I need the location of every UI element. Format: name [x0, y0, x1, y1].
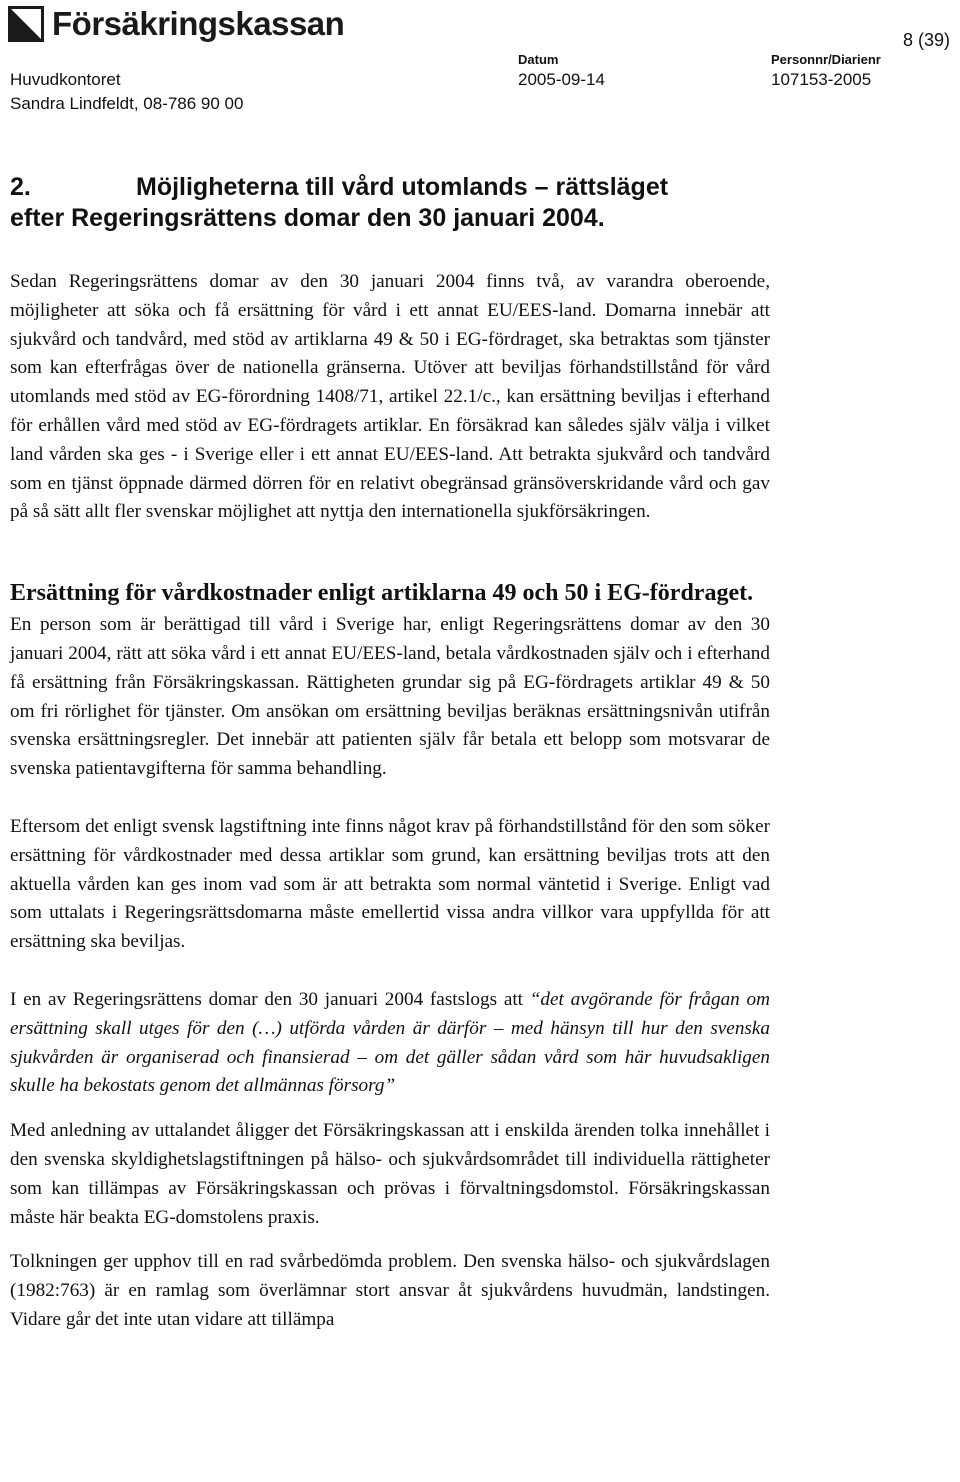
- body-paragraph: En person som är berättigad till vård i Sverige har, enligt Regeringsrättens domar av den 30 januari 2004, rätt att söka vård i ett annat EU/EES-land, betala vårdkostnaden själv och i efterhand få ersättning från Försäkringskassan. Rättigheten grundar sig på EG-fördragets artiklar 49 & 50 om fri rörlighet för tjänster. Om ansökan om ersättning beviljas beräknas ersättningsnivån utifrån svenska ersättningsregler. Det innebär att patienten själv får betala ett belopp som motsvarar de svenska patientavgifterna för samma behandling.: [10, 614, 770, 780]
- page-number: 8 (39): [902, 30, 950, 50]
- section-number: 2.: [10, 173, 31, 201]
- reference-value: 107153-2005: [771, 70, 872, 89]
- court-quote: “det avgörande för frågan om ersättning skall utges för den (…) utförda vården är därför – med hänsyn till hur den svenska sjukvården är organiserad och finansierad – om det gäller sådan vård som här huvudsakligen skulle ha bekostats genom det allmännas försorg”: [10, 988, 770, 1097]
- logo: [8, 4, 344, 44]
- section-title-line1: Möjligheterna till vård utomlands – rättsläget: [136, 173, 669, 201]
- date-label: Datum: [518, 52, 559, 67]
- section-paragraph: Sedan Regeringsrättens domar av den 30 januari 2004 finns två, av varandra oberoende, möjligheter att söka och få ersättning för vård i ett annat EU/EES-land. Domarna innebär att sjukvård och tandvård, med stöd av artiklarna 49 & 50 i EG-fördraget, ska betraktas som tjänster som kan efterfrågas över de nationella gränserna. Utöver att beviljas förhandstillstånd för vård utomlands med stöd av EG-förordning 1408/71, artikel 22.1/c., kan ersättning beviljas i efterhand för erhållen vård med stöd av EG-fördragets artiklar. En försäkrad kan således själv välja i vilket land vården ska ges - i Sverige eller i ett annat EU/EES-land. Att betrakta sjukvård och tandvård som en tjänst öppnade därmed dörren för en relativt obegränsad gränsöverskridande vård och gav på så sätt allt fler svenskar möjlighet att nyttja den internationella sjukförsäkringen.: [10, 271, 770, 523]
- body-paragraph: Med anledning av uttalandet åligger det Försäkringskassan att i enskilda ärenden tolka innehållet i den svenska skyldighetslagstiftningen på hälso- och sjukvårdsområdet till individuella rättigheter som kan tillämpas av Försäkringskassan och prövas i förvaltningsdomstol. Försäkringskassan måste här beakta EG-domstolens praxis.: [10, 1120, 770, 1228]
- quote-intro: I en av Regeringsrättens domar den 30 januari 2004 fastslogs att: [10, 988, 530, 1010]
- section-heading: [10, 172, 770, 234]
- logo-mark-icon: [8, 6, 44, 42]
- subsection-heading: Ersättning för vårdkostnader enligt artiklarna 49 och 50 i EG-fördraget.: [10, 580, 754, 607]
- body-paragraph: Eftersom det enligt svensk lagstiftning inte finns något krav på förhandstillstånd för den som söker ersättning för vårdkostnader med dessa artiklar som grund, kan ersättning beviljas trots att den aktuella vården kan ges inom vad som är att betrakta som normal väntetid i Sverige. Enligt vad som uttalats i Regeringsrättsdomarna måste emellertid vissa andra villkor vara uppfyllda för att ersättning ska beviljas.: [10, 815, 770, 953]
- date-value: 2005-09-14: [518, 70, 605, 89]
- section-title-line2: efter Regeringsrättens domar den 30 januari 2004.: [10, 204, 605, 232]
- page-header: [0, 0, 960, 120]
- body-paragraph: Tolkningen ger upphov till en rad svårbedömda problem. Den svenska hälso- och sjukvårdslagen (1982:763) är en ramlag som överlämnar stort ansvar åt sjukvårdens huvudmän, landstingen. Vidare går det inte utan vidare att tillämpa: [10, 1251, 770, 1330]
- document-body: [10, 172, 770, 1335]
- contact-info: Sandra Lindfeldt, 08-786 90 00: [10, 94, 244, 113]
- org-name: Försäkringskassan: [52, 5, 345, 42]
- reference-label: Personnr/Diarienr: [771, 52, 881, 67]
- office-name: Huvudkontoret: [10, 70, 121, 89]
- quote-paragraph: [10, 986, 770, 1101]
